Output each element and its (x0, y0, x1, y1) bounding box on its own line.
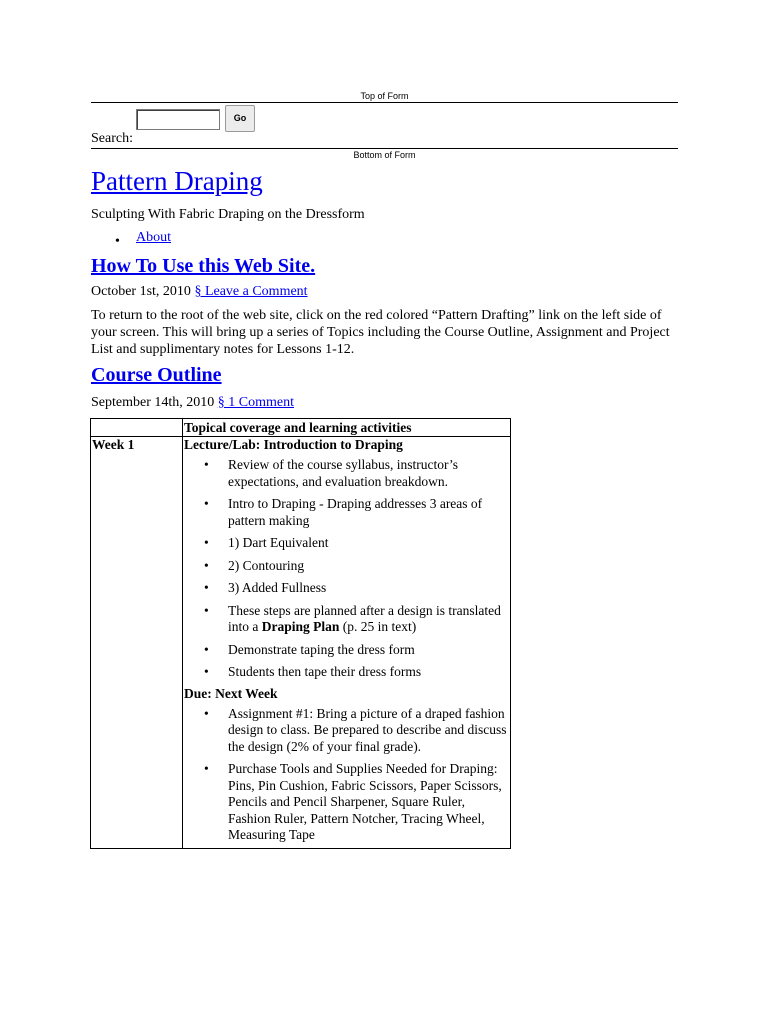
bullet-icon: • (204, 496, 209, 511)
draping-plan-term: Draping Plan (261, 619, 340, 634)
lecture-title: Lecture/Lab: Introduction to Draping (184, 437, 403, 452)
post-meta (91, 395, 294, 411)
list-item: • Demonstrate taping the dress form (204, 641, 415, 657)
list-item: • 2) Contouring (204, 557, 305, 573)
bullet-icon: • (204, 641, 209, 657)
post-date: September 14th, 2010 (91, 395, 215, 410)
search-label: Search: (91, 131, 133, 146)
nav-about-link[interactable]: About (136, 230, 171, 245)
top-of-form-label: Top of Form (360, 91, 409, 101)
comment-count-link[interactable]: § 1 Comment (217, 395, 294, 410)
bullet-icon: • (204, 457, 209, 472)
nav-bullet-icon: • (115, 234, 120, 249)
bullet-icon: • (204, 580, 209, 595)
post-meta (91, 284, 308, 300)
post-title-course-outline[interactable]: Course Outline (91, 364, 222, 386)
list-item: • Review of the course syllabus, instructor’s expectations, and evaluation breakdown. (204, 457, 458, 489)
table-row (91, 437, 511, 849)
list-item: • Purchase Tools and Supplies Needed for Draping: Pins, Pin Cushion, Fabric Scissors, Paper Scissors, Pencils and Pencil Sharpener, Square Ruler, Fashion Ruler, Pattern Notcher, Tracing Wheel, Measuring Tape (204, 761, 502, 842)
bullet-icon: • (204, 761, 209, 776)
post-date: October 1st, 2010 (91, 284, 191, 299)
top-rule (91, 102, 678, 103)
bullet-icon: • (204, 602, 209, 618)
list-item: • Students then tape their dress forms (204, 664, 422, 679)
header-topical-cell: Topical coverage and learning activities (183, 419, 511, 437)
site-title-link[interactable]: Pattern Draping (91, 166, 263, 196)
bottom-rule (91, 148, 678, 149)
table-header-row (91, 419, 511, 437)
activities-cell (183, 437, 511, 849)
bottom-of-form-label: Bottom of Form (353, 150, 416, 160)
search-input[interactable] (136, 109, 220, 130)
post-title-how-to-use[interactable]: How To Use this Web Site. (91, 255, 316, 277)
bullet-icon: • (204, 664, 209, 679)
list-item: • 3) Added Fullness (204, 580, 327, 595)
list-item: • Intro to Draping - Draping addresses 3 areas of pattern making (204, 496, 483, 528)
site-tagline: Sculpting With Fabric Draping on the Dressform (91, 207, 365, 222)
bullet-icon: • (204, 535, 209, 550)
due-next-week-heading: Due: Next Week (184, 685, 278, 701)
week-label-cell: Week 1 (91, 437, 183, 849)
bullet-icon: • (204, 705, 209, 721)
leave-comment-link[interactable]: § Leave a Comment (194, 284, 308, 299)
list-item: • These steps are planned after a design is translated into a Draping Plan (p. 25 in text) (204, 602, 501, 634)
go-button[interactable]: Go (225, 105, 255, 132)
bullet-icon: • (204, 557, 209, 573)
due-items-list (183, 706, 510, 844)
list-item: • 1) Dart Equivalent (204, 535, 329, 550)
course-outline-table (90, 418, 511, 849)
lecture-items-list (183, 457, 510, 681)
post-body: To return to the root of the web site, click on the red colored “Pattern Drafting” link on the left side of your screen. This will bring up a series of Topics including the Course Outline, Assignment and Project List and supplimentary notes for Lessons 1-12. (91, 308, 670, 357)
header-empty-cell (91, 419, 183, 437)
list-item: • Assignment #1: Bring a picture of a draped fashion design to class. Be prepared to describe and discuss the design (2% of your final grade). (204, 705, 507, 754)
